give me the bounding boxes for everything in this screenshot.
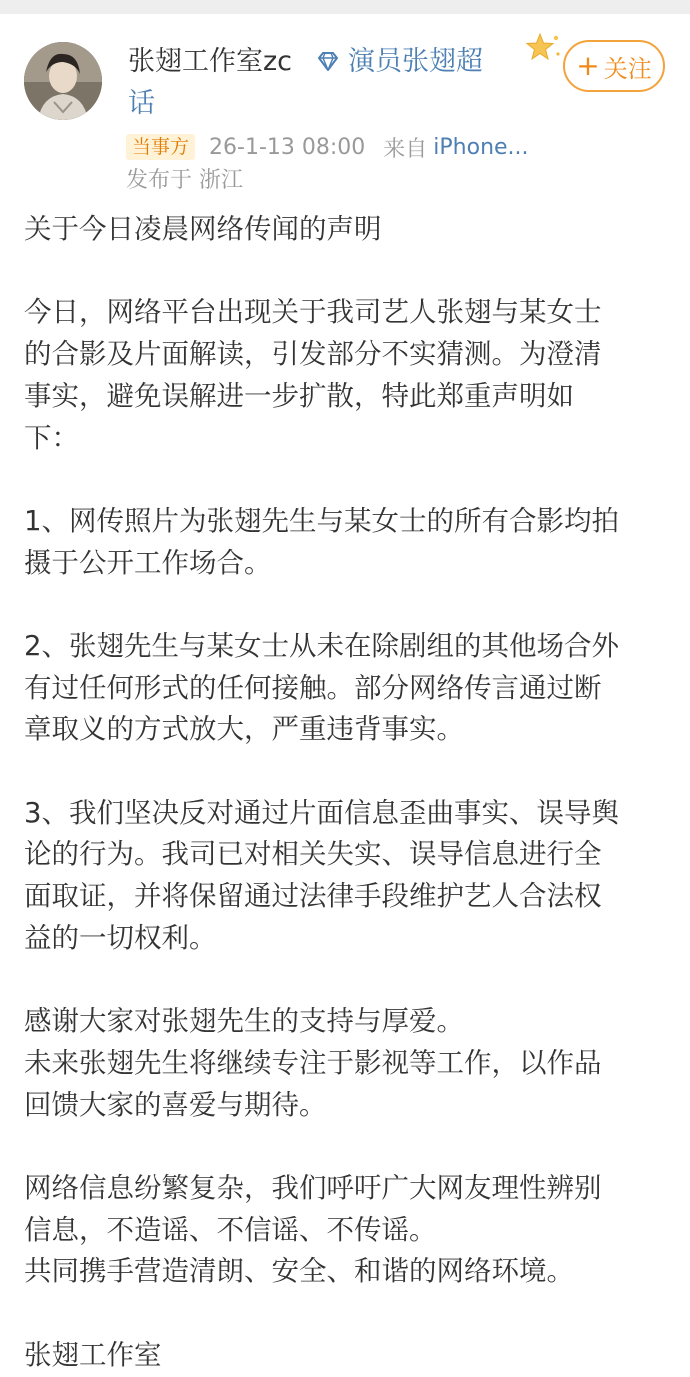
content-line: 今日，网络平台出现关于我司艺人张翅与某女士: [24, 296, 602, 329]
post-source-device[interactable]: iPhone...: [433, 134, 529, 160]
top-strip: [0, 0, 690, 14]
content-line: 下：: [24, 421, 79, 454]
content-line: 网络信息纷繁复杂，我们呼吁广大网友理性辨别: [24, 1172, 602, 1205]
content-line: 章取义的方式放大，严重违背事实。: [24, 713, 464, 746]
paragraph-spacer: [24, 1126, 674, 1168]
avatar-image: [24, 42, 102, 120]
content-line: 面取证，并将保留通过法律手段维护艺人合法权: [24, 880, 602, 913]
avatar[interactable]: [24, 42, 102, 120]
content-line: 有过任何形式的任何接触。部分网络传言通过断: [24, 671, 602, 704]
post-time: 26-1-13 08:00: [209, 134, 366, 160]
paragraph-spacer: [24, 584, 674, 626]
post-meta: [126, 131, 529, 163]
signature: 张翅工作室: [24, 1338, 162, 1371]
super-topic-link[interactable]: [314, 42, 483, 82]
content-line: 论的行为。我司已对相关失实、误导信息进行全: [24, 838, 602, 871]
content-line: 信息，不造谣、不信谣、不传谣。: [24, 1213, 437, 1246]
content-line: 的合影及片面解读，引发部分不实猜测。为澄清: [24, 338, 602, 371]
content-line: 共同携手营造清朗、安全、和谐的网络环境。: [24, 1255, 574, 1288]
content-line: 摄于公开工作场合。: [24, 546, 272, 579]
paragraph-spacer: [24, 1293, 674, 1335]
plus-icon: +: [576, 49, 600, 82]
follow-label: 关注: [603, 54, 652, 83]
star-icon: [526, 32, 562, 66]
post-source-label: 来自: [383, 136, 428, 162]
super-topic-text-cont[interactable]: 话: [128, 88, 155, 119]
content-line: 回馈大家的喜爱与期待。: [24, 1088, 327, 1121]
paragraph-spacer: [24, 960, 674, 1002]
content-line: 3、我们坚决反对通过片面信息歪曲事实、误导舆: [24, 796, 619, 829]
username[interactable]: 张翅工作室zc: [128, 46, 293, 77]
content-line: 事实，避免误解进一步扩散，特此郑重声明如: [24, 379, 574, 412]
post-location: 发布于 浙江: [126, 168, 243, 193]
super-topic-text: 演员张翅超: [348, 46, 483, 77]
paragraph-spacer: [24, 751, 674, 793]
status-badge: 当事方: [126, 134, 195, 160]
content-line: 感谢大家对张翅先生的支持与厚爱。: [24, 1005, 464, 1038]
paragraph-spacer: [24, 459, 674, 501]
content-line: 1、网传照片为张翅先生与某女士的所有合影均拍: [24, 504, 619, 537]
follow-button[interactable]: [563, 40, 665, 92]
statement-title: 关于今日凌晨网络传闻的声明: [24, 213, 382, 245]
content-line: 益的一切权利。: [24, 921, 217, 954]
content-line: 2、张翅先生与某女士从未在除剧组的其他场合外: [24, 629, 619, 662]
diamond-icon: [314, 48, 342, 76]
post-content: [24, 209, 674, 1377]
paragraph-spacer: [24, 251, 674, 293]
content-line: 未来张翅先生将继续专注于影视等工作，以作品: [24, 1046, 602, 1079]
